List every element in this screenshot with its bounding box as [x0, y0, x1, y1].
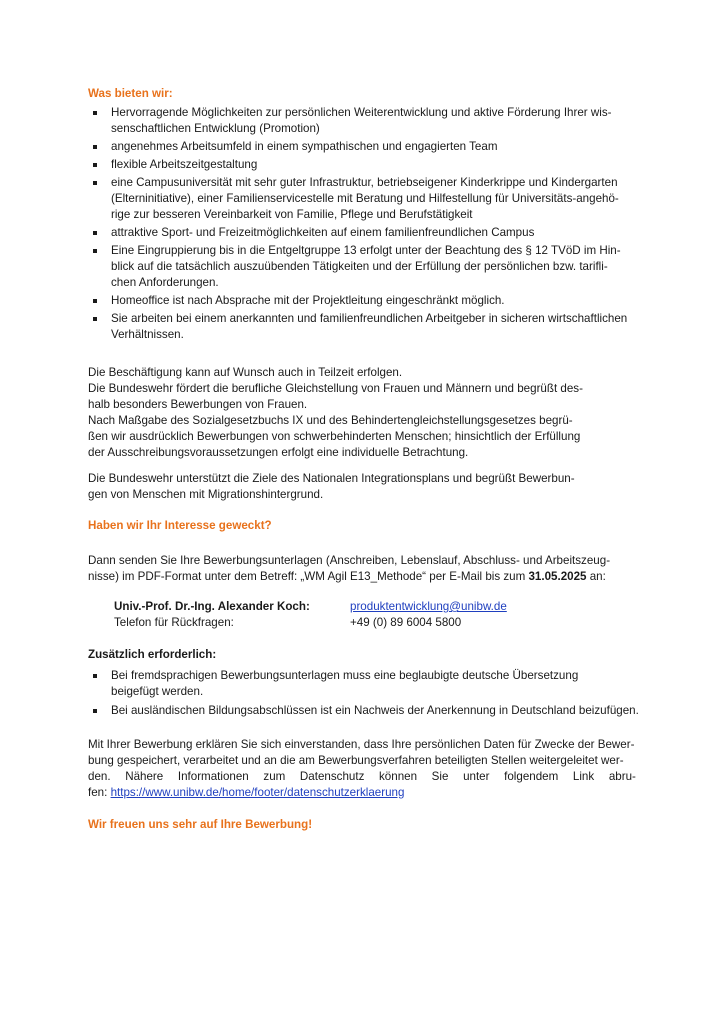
- closing-heading: Wir freuen uns sehr auf Ihre Bewerbung!: [88, 818, 313, 831]
- additional-item-text: Bei fremdsprachigen Bewerbungsunterlagen muss eine beglaubigte deutsche Übersetzung: [111, 669, 579, 682]
- privacy-word: Sie: [431, 770, 449, 783]
- privacy-word: unter: [463, 770, 490, 783]
- paragraph-line: halb besonders Bewerbungen von Frauen.: [88, 398, 308, 411]
- bullet-icon: [93, 181, 97, 185]
- paragraph-line: ßen wir ausdrücklich Bewerbungen von schwerbehinderten Menschen; hinsichtlich der Erfüllung: [88, 430, 581, 443]
- offer-item-text: rige zur besseren Vereinbarkeit von Familie, Pflege und Berufstätigkeit: [111, 208, 473, 221]
- paragraph-line: Die Beschäftigung kann auf Wunsch auch in Teilzeit erfolgen.: [88, 366, 403, 379]
- privacy-word: Nähere: [125, 770, 164, 783]
- paragraph-line: Nach Maßgabe des Sozialgesetzbuchs IX und des Behindertengleichstellungsgesetzes begrü-: [88, 414, 573, 427]
- paragraph-line: Die Bundeswehr fördert die berufliche Gleichstellung von Frauen und Männern und begrüßt des-: [88, 382, 583, 395]
- bullet-icon: [93, 299, 97, 303]
- privacy-word: zum: [263, 770, 286, 783]
- application-instruction-line-2: [88, 569, 606, 585]
- contact-email-link[interactable]: produktentwicklung@unibw.de: [350, 600, 507, 613]
- paragraph-line: gen von Menschen mit Migrationshintergrund.: [88, 488, 324, 501]
- privacy-line-3: [88, 769, 636, 785]
- phone-number: +49 (0) 89 6004 5800: [350, 616, 462, 629]
- privacy-policy-link[interactable]: https://www.unibw.de/home/footer/datenschutzerklaerung: [110, 786, 405, 799]
- deadline-date: 31.05.2025: [528, 570, 587, 583]
- offer-item-text: (Elterninitiative), einer Familienservicestelle mit Beratung und Hilfestellung für Universitäts-angehö-: [111, 192, 619, 205]
- offer-item-text: senschaftlichen Entwicklung (Promotion): [111, 122, 320, 135]
- offer-item-text: angenehmes Arbeitsumfeld in einem sympathischen und engagierten Team: [111, 140, 498, 153]
- privacy-line-2: bung gespeichert, verarbeitet und an die am Bewerbungsverfahren beteiligten Stellen weitergeleitet wer-: [88, 754, 624, 767]
- offer-item-text: chen Anforderungen.: [111, 276, 219, 289]
- privacy-word: abru-: [608, 770, 636, 783]
- instruction-suffix: an:: [586, 570, 606, 583]
- offer-item-text: Verhältnissen.: [111, 328, 184, 341]
- bullet-icon: [93, 709, 97, 713]
- additional-heading: Zusätzlich erforderlich:: [88, 648, 217, 661]
- paragraph-line: der Ausschreibungsvoraussetzungen erfolgt eine individuelle Betrachtung.: [88, 446, 469, 459]
- privacy-line-4: [88, 785, 404, 801]
- offer-item-text: attraktive Sport- und Freizeitmöglichkeiten auf einem familienfreundlichen Campus: [111, 226, 535, 239]
- bullet-icon: [93, 249, 97, 253]
- offer-item-text: blick auf die tatsächlich auszuübenden Tätigkeiten und der Erfüllung der persönlichen bzw. tarifli-: [111, 260, 608, 273]
- bullet-icon: [93, 145, 97, 149]
- contact-name: Univ.-Prof. Dr.-Ing. Alexander Koch:: [114, 600, 310, 613]
- instruction-text: nisse) im PDF-Format unter dem Betreff: „WM Agil E13_Methode“ per E-Mail bis zum: [88, 570, 529, 583]
- additional-item-text: beigefügt werden.: [111, 685, 204, 698]
- privacy-link-prefix: fen:: [88, 786, 111, 799]
- application-instruction-line-1: Dann senden Sie Ihre Bewerbungsunterlagen (Anschreiben, Lebenslauf, Abschluss- und Arbeitszeug-: [88, 554, 611, 567]
- interest-heading: Haben wir Ihr Interesse geweckt?: [88, 519, 272, 532]
- bullet-icon: [93, 163, 97, 167]
- paragraph-line: Die Bundeswehr unterstützt die Ziele des Nationalen Integrationsplans und begrüßt Bewerbun-: [88, 472, 575, 485]
- bullet-icon: [93, 317, 97, 321]
- bullet-icon: [93, 111, 97, 115]
- privacy-line-1: Mit Ihrer Bewerbung erklären Sie sich einverstanden, dass Ihre persönlichen Daten für Zwecke der Bewer-: [88, 738, 635, 751]
- offer-item-text: Hervorragende Möglichkeiten zur persönlichen Weiterentwicklung und aktive Förderung Ihrer wis-: [111, 106, 612, 119]
- privacy-word: Datenschutz: [299, 770, 365, 783]
- offer-item-text: eine Campusuniversität mit sehr guter Infrastruktur, betriebseigener Kinderkrippe und Kindergarten: [111, 176, 618, 189]
- privacy-word: den.: [88, 770, 111, 783]
- offer-heading: Was bieten wir:: [88, 87, 173, 100]
- offer-item-text: flexible Arbeitszeitgestaltung: [111, 158, 258, 171]
- privacy-word: folgendem: [504, 770, 559, 783]
- bullet-icon: [93, 674, 97, 678]
- privacy-word: können: [379, 770, 418, 783]
- privacy-word: Informationen: [177, 770, 249, 783]
- additional-item-text: Bei ausländischen Bildungsabschlüssen ist ein Nachweis der Anerkennung in Deutschland beizufügen.: [111, 704, 639, 717]
- bullet-icon: [93, 231, 97, 235]
- offer-item-text: Eine Eingruppierung bis in die Entgeltgruppe 13 erfolgt unter der Beachtung des § 12 TVöD im Hin-: [111, 244, 621, 257]
- offer-item-text: Sie arbeiten bei einem anerkannten und familienfreundlichen Arbeitgeber in sicheren wirtschaftlichen: [111, 312, 628, 325]
- phone-label: Telefon für Rückfragen:: [114, 616, 234, 629]
- privacy-word: Link: [572, 770, 595, 783]
- offer-item-text: Homeoffice ist nach Absprache mit der Projektleitung eingeschränkt möglich.: [111, 294, 505, 307]
